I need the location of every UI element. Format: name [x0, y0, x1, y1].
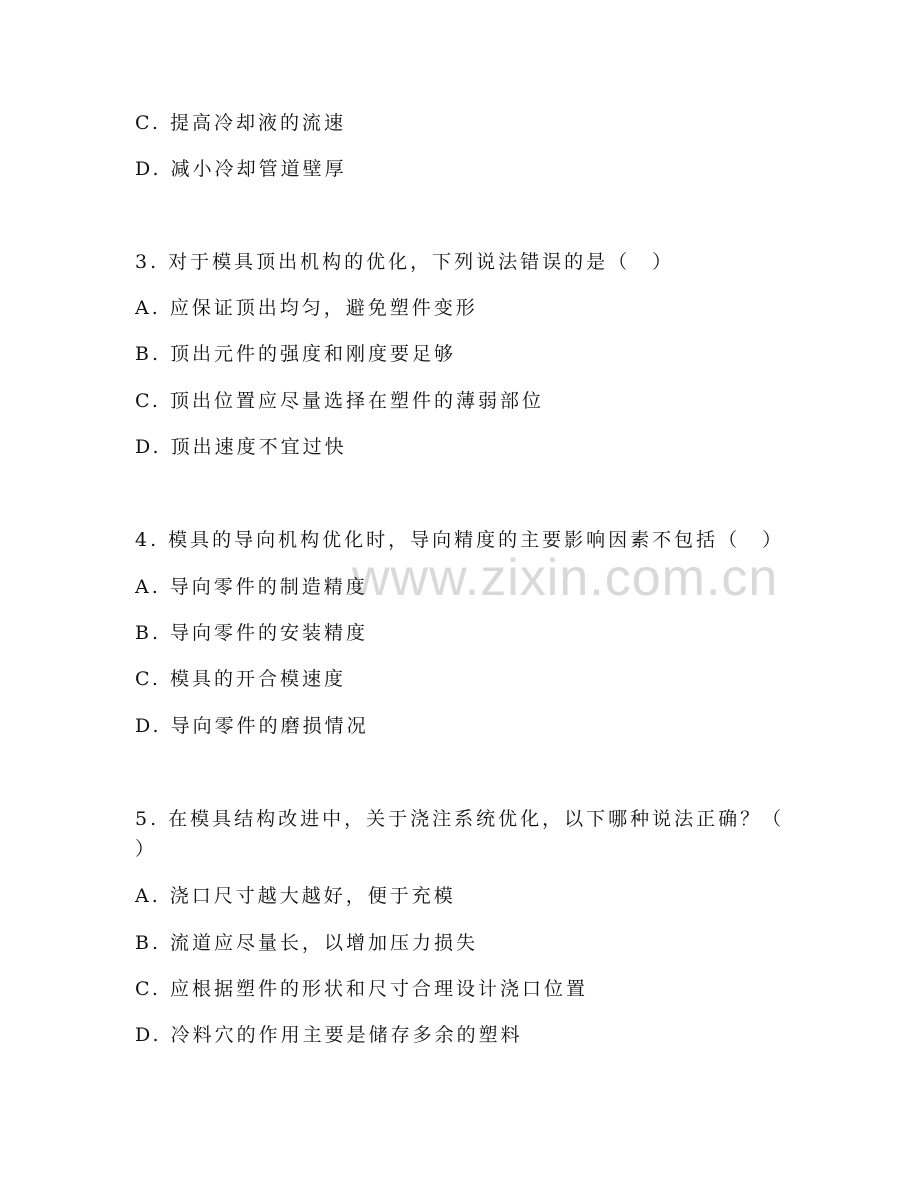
option-prev-c: C. 提高冷却液的流速	[135, 112, 346, 134]
question-3-stem: 3. 对于模具顶出机构的优化，下列说法错误的是（ ）	[135, 251, 675, 273]
option-prev-d: D. 减小冷却管道壁厚	[135, 158, 347, 180]
question-5-option-d: D. 冷料穴的作用主要是储存多余的塑料	[135, 1024, 523, 1046]
question-4-stem: 4. 模具的导向机构优化时，导向精度的主要影响因素不包括（ ）	[135, 529, 785, 551]
question-5-stem-continuation: ）	[135, 838, 158, 860]
watermark: www.zixin.com.cn	[352, 549, 779, 607]
question-4-option-c: C. 模具的开合模速度	[135, 668, 346, 690]
question-3-option-d: D. 顶出速度不宜过快	[135, 436, 347, 458]
question-5-stem: 5. 在模具结构改进中，关于浇注系统优化，以下哪种说法正确？（	[135, 808, 785, 830]
question-3-option-c: C. 顶出位置应尽量选择在塑件的薄弱部位	[135, 390, 544, 412]
question-4-option-a: A. 导向零件的制造精度	[135, 576, 368, 598]
question-3-option-a: A. 应保证顶出均匀，避免塑件变形	[135, 297, 478, 319]
question-5-option-b: B. 流道应尽量长，以增加压力损失	[135, 932, 479, 954]
question-3-option-b: B. 顶出元件的强度和刚度要足够	[135, 343, 457, 365]
question-4-option-b: B. 导向零件的安装精度	[135, 622, 369, 644]
question-5-option-c: C. 应根据塑件的形状和尺寸合理设计浇口位置	[135, 978, 588, 1000]
question-5-option-a: A. 浇口尺寸越大越好，便于充模	[135, 885, 456, 907]
question-4-option-d: D. 导向零件的磨损情况	[135, 715, 369, 737]
